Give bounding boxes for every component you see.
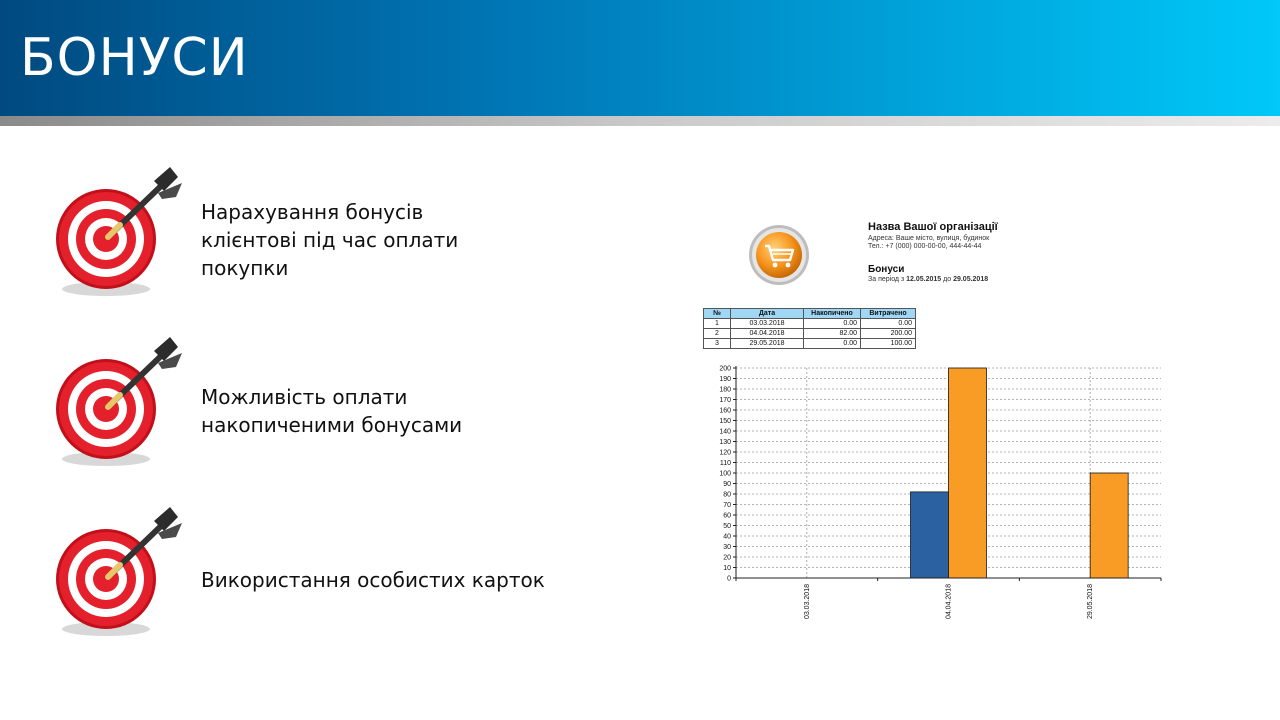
bar <box>911 492 949 578</box>
feature-item-personal-cards <box>50 505 610 645</box>
table-cell: 200.00 <box>861 329 916 339</box>
organization-address: Адреса: Ваше місто, вулиця, будинок <box>868 235 990 242</box>
y-tick-label: 120 <box>719 449 731 457</box>
table-row <box>704 329 916 339</box>
dart-target-icon <box>50 165 190 305</box>
y-tick-label: 150 <box>719 418 731 425</box>
title-banner <box>0 0 1280 116</box>
column-header-spent: Витрачено <box>861 309 916 319</box>
y-tick-label: 10 <box>723 565 731 572</box>
y-tick-label: 70 <box>723 502 731 509</box>
y-tick-label: 80 <box>723 491 731 499</box>
column-header-date: Дата <box>731 309 804 319</box>
period-from: 12.05.2015 <box>906 276 942 283</box>
y-tick-label: 0 <box>727 575 731 583</box>
table-cell: 100.00 <box>861 339 916 349</box>
bonus-report <box>700 210 1180 630</box>
shopping-cart-icon <box>748 224 810 286</box>
table-cell: 1 <box>704 319 731 329</box>
table-cell: 0.00 <box>861 319 916 329</box>
period-to: 29.05.2018 <box>953 276 989 283</box>
feature-label: Можливість оплати накопиченими бонусами <box>201 385 463 437</box>
y-tick-label: 180 <box>719 386 731 394</box>
table-header-row <box>704 309 916 319</box>
report-period <box>868 276 988 283</box>
period-mid: до <box>943 276 952 283</box>
y-tick-label: 190 <box>719 376 731 383</box>
y-tick-label: 160 <box>719 407 731 415</box>
page-title: БОНУСИ <box>20 28 249 88</box>
feature-label: Нарахування бонусів клієнтові під час оплати покупки <box>201 200 459 280</box>
y-tick-label: 100 <box>719 470 731 478</box>
period-prefix: За період з <box>868 276 905 283</box>
organization-name: Назва Вашої організації <box>868 221 998 233</box>
organization-phone: Тел.: +7 (000) 000-00-00, 444-44-44 <box>868 243 982 250</box>
report-title: Бонуси <box>868 264 905 275</box>
x-tick-label: 04.04.2018 <box>945 584 953 620</box>
x-tick-label: 29.05.2018 <box>1087 584 1095 620</box>
table-row <box>704 319 916 329</box>
bonus-bar-chart <box>700 360 1180 630</box>
bar <box>1090 473 1128 578</box>
y-tick-label: 170 <box>719 397 731 404</box>
header-divider <box>0 116 1280 126</box>
dart-target-icon <box>50 505 190 645</box>
y-tick-label: 40 <box>723 533 731 541</box>
bonus-table <box>703 308 916 349</box>
x-tick-label: 03.03.2018 <box>803 584 811 620</box>
feature-item-bonus-accrual <box>50 165 610 305</box>
table-cell: 29.05.2018 <box>731 339 804 349</box>
column-header-number: № <box>704 309 731 319</box>
y-tick-label: 20 <box>723 554 731 562</box>
table-cell: 3 <box>704 339 731 349</box>
y-tick-label: 60 <box>723 512 731 520</box>
feature-label: Використання особистих карток <box>201 568 545 592</box>
table-row <box>704 339 916 349</box>
y-tick-label: 50 <box>723 523 731 530</box>
y-tick-label: 130 <box>719 439 731 446</box>
table-cell: 2 <box>704 329 731 339</box>
column-header-accrued: Накопичено <box>804 309 861 319</box>
y-tick-label: 30 <box>723 544 731 551</box>
dart-target-icon <box>50 335 190 475</box>
table-cell: 0.00 <box>804 319 861 329</box>
table-cell: 04.04.2018 <box>731 329 804 339</box>
table-cell: 0.00 <box>804 339 861 349</box>
table-cell: 03.03.2018 <box>731 319 804 329</box>
y-tick-label: 90 <box>723 481 731 488</box>
bar <box>949 368 987 578</box>
table-cell: 82.00 <box>804 329 861 339</box>
y-tick-label: 140 <box>719 428 731 436</box>
y-tick-label: 200 <box>719 365 731 373</box>
feature-item-bonus-payment <box>50 335 610 475</box>
y-tick-label: 110 <box>719 460 731 467</box>
